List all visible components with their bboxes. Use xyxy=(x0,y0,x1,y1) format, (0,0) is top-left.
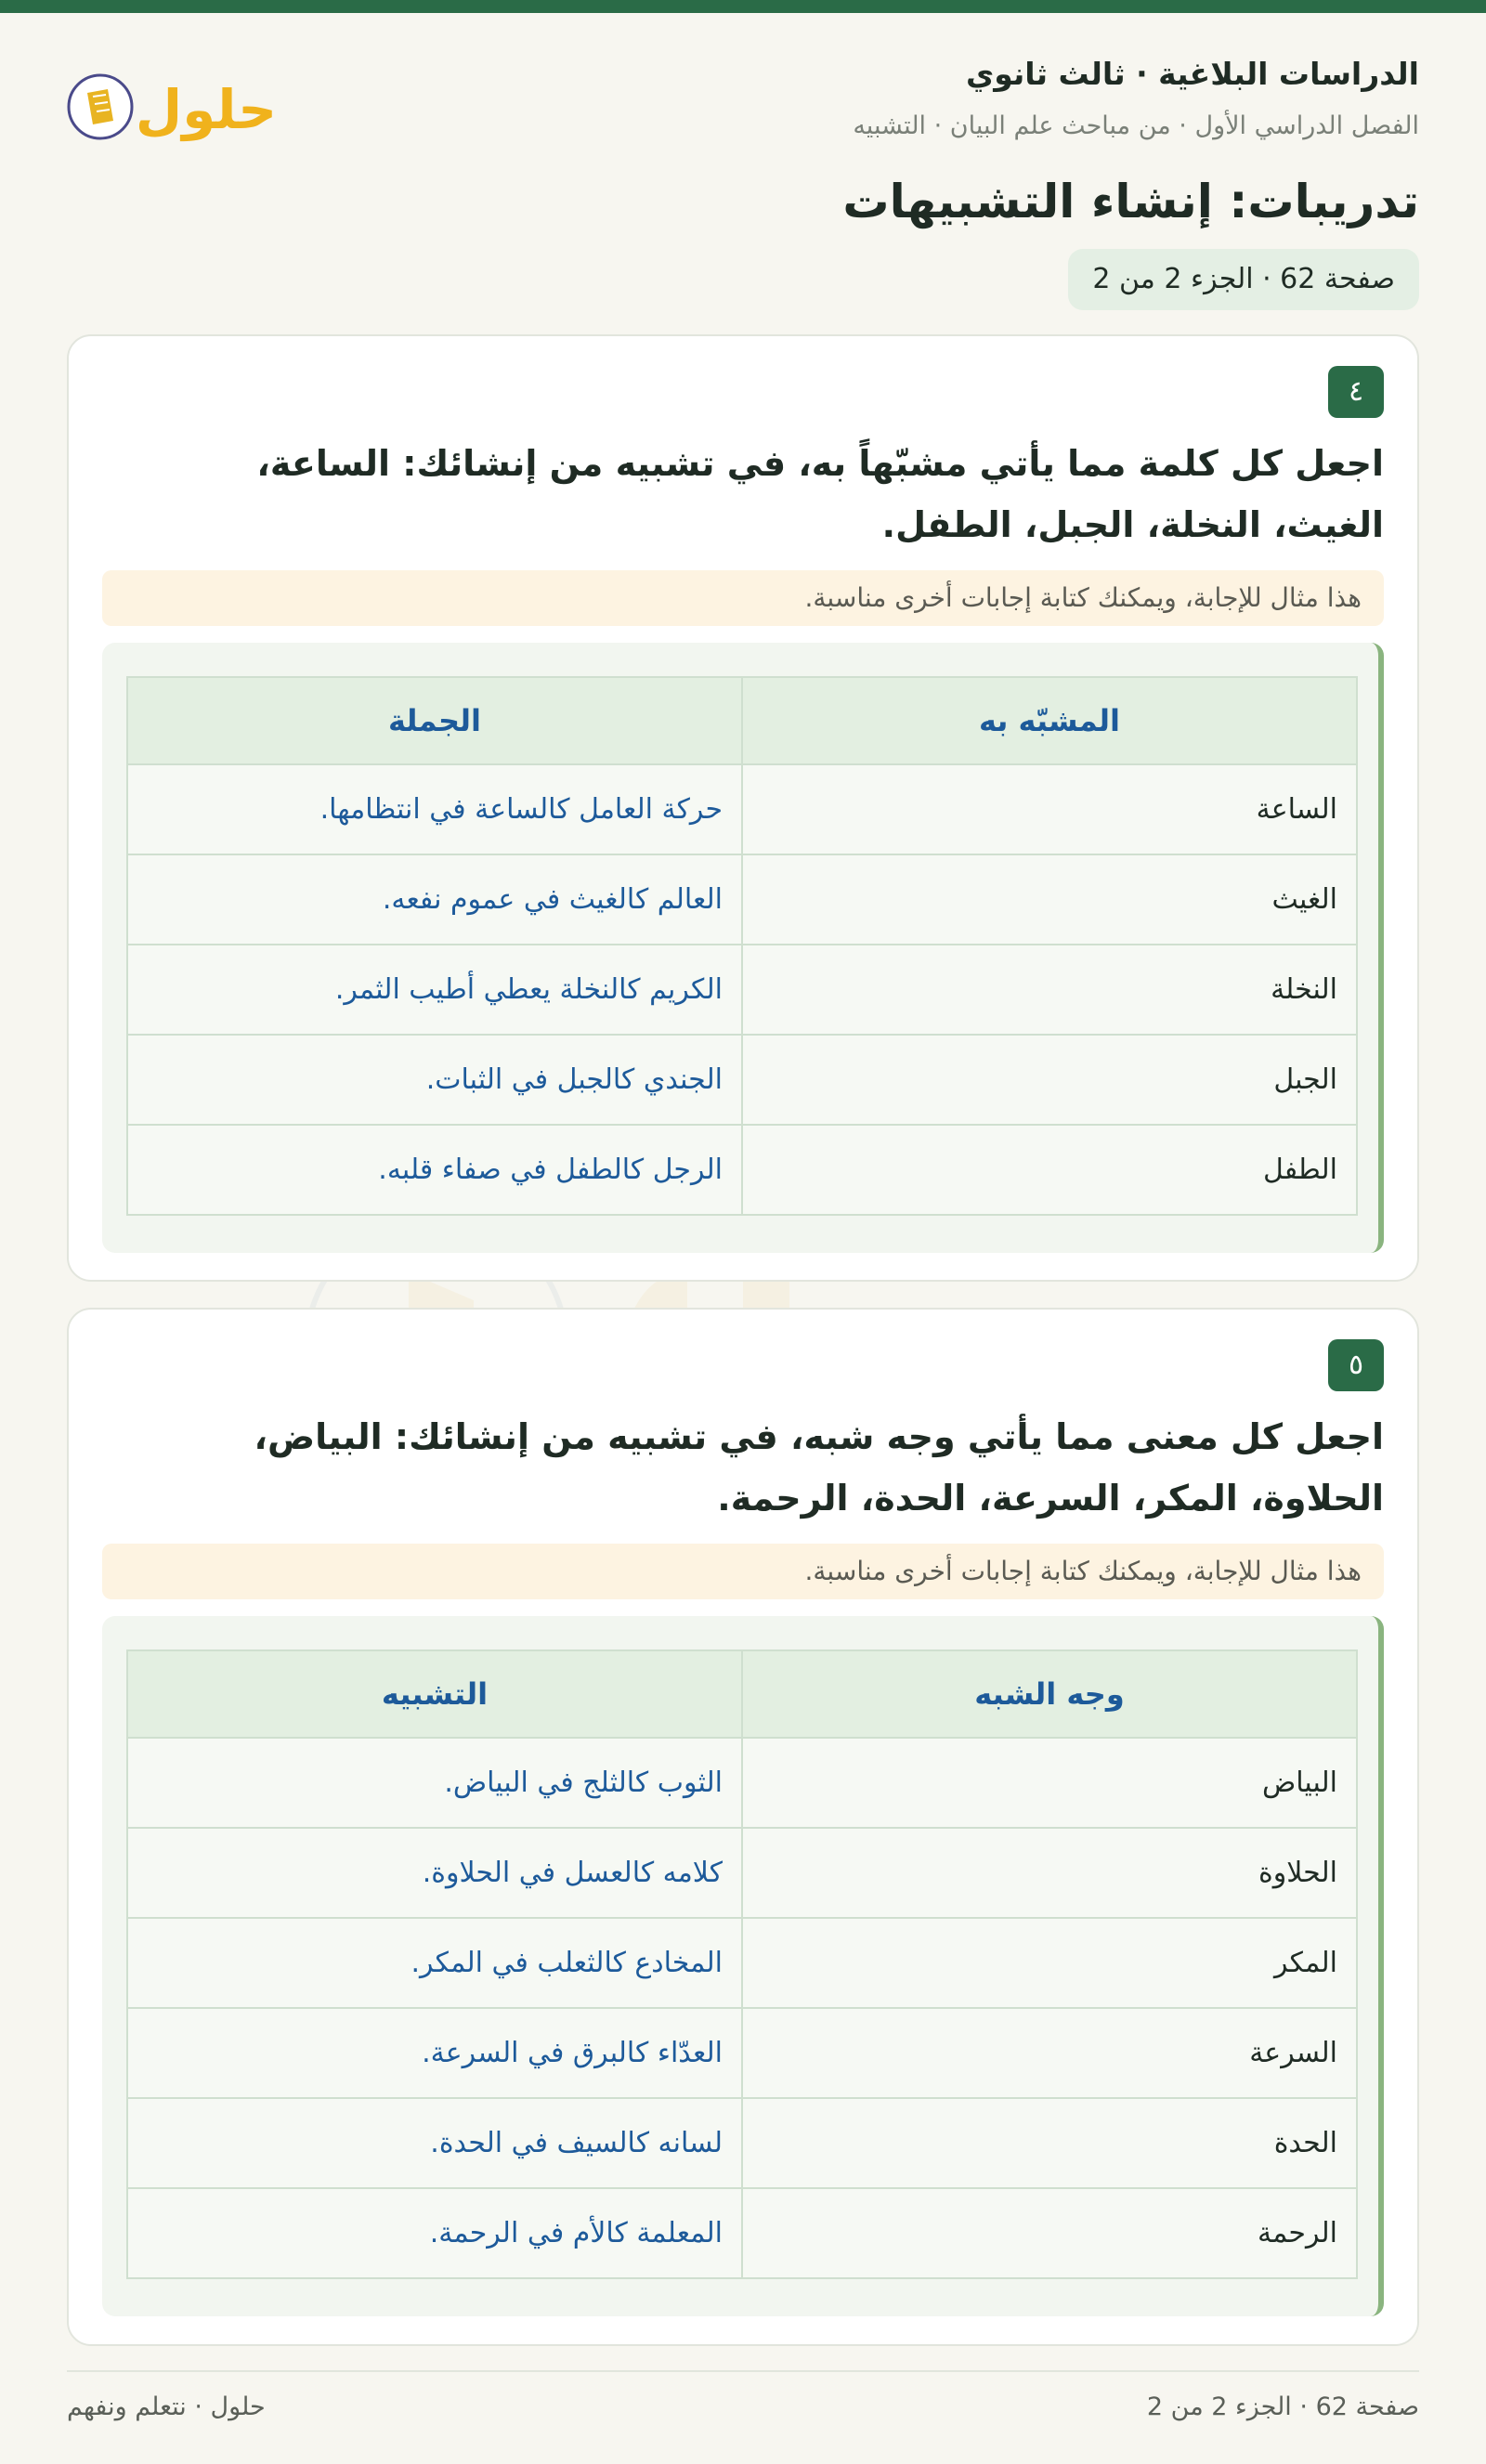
table-cell-word: الساعة xyxy=(742,764,1357,854)
answer-note: هذا مثال للإجابة، ويمكنك كتابة إجابات أخرى مناسبة. xyxy=(102,1544,1384,1599)
top-accent-bar xyxy=(0,0,1486,13)
question-card-5 xyxy=(67,1308,1419,2346)
table-cell-sentence: المعلمة كالأم في الرحمة. xyxy=(127,2188,742,2278)
table-row xyxy=(127,1125,1357,1215)
column-header: المشبّه به xyxy=(742,677,1357,764)
page-header xyxy=(67,56,1419,158)
table-row xyxy=(127,1918,1357,2008)
question-number-badge: ٤ xyxy=(1328,366,1384,418)
page-title: تدريبات: إنشاء التشبيهات xyxy=(842,175,1419,228)
table-cell-word: الرحمة xyxy=(742,2188,1357,2278)
subject-title: الدراسات البلاغية · ثالث ثانوي xyxy=(965,56,1419,92)
answer-table xyxy=(126,1649,1358,2279)
answer-table-container xyxy=(102,643,1384,1253)
table-cell-word: الحلاوة xyxy=(742,1828,1357,1918)
table-cell-sentence: العالم كالغيث في عموم نفعه. xyxy=(127,854,742,945)
table-row xyxy=(127,1738,1357,1828)
table-cell-sentence: الكريم كالنخلة يعطي أطيب الثمر. xyxy=(127,945,742,1035)
table-cell-sentence: الثوب كالثلج في البياض. xyxy=(127,1738,742,1828)
footer-brand: حلول · نتعلم ونفهم xyxy=(67,2392,266,2421)
table-cell-word: الحدة xyxy=(742,2098,1357,2188)
table-header-row xyxy=(127,1650,1357,1738)
answer-table xyxy=(126,676,1358,1216)
logo-text: حلول xyxy=(135,78,278,141)
table-row xyxy=(127,945,1357,1035)
table-cell-sentence: كلامه كالعسل في الحلاوة. xyxy=(127,1828,742,1918)
answer-note: هذا مثال للإجابة، ويمكنك كتابة إجابات أخرى مناسبة. xyxy=(102,570,1384,626)
table-cell-word: الطفل xyxy=(742,1125,1357,1215)
table-cell-sentence: لسانه كالسيف في الحدة. xyxy=(127,2098,742,2188)
table-row xyxy=(127,2008,1357,2098)
table-cell-word: البياض xyxy=(742,1738,1357,1828)
table-cell-sentence: العدّاء كالبرق في السرعة. xyxy=(127,2008,742,2098)
table-row xyxy=(127,2098,1357,2188)
table-row xyxy=(127,1035,1357,1125)
table-cell-sentence: الجندي كالجبل في الثبات. xyxy=(127,1035,742,1125)
hulul-logo[interactable] xyxy=(67,65,280,149)
table-cell-word: السرعة xyxy=(742,2008,1357,2098)
table-cell-word: الغيث xyxy=(742,854,1357,945)
table-cell-word: المكر xyxy=(742,1918,1357,2008)
page-badge: صفحة 62 · الجزء 2 من 2 xyxy=(1068,249,1419,310)
table-cell-sentence: الرجل كالطفل في صفاء قلبه. xyxy=(127,1125,742,1215)
column-header: الجملة xyxy=(127,677,742,764)
table-row xyxy=(127,854,1357,945)
answer-table-container xyxy=(102,1616,1384,2316)
table-cell-sentence: المخادع كالثعلب في المكر. xyxy=(127,1918,742,2008)
table-header-row xyxy=(127,677,1357,764)
table-cell-word: الجبل xyxy=(742,1035,1357,1125)
table-row xyxy=(127,1828,1357,1918)
footer-page-info: صفحة 62 · الجزء 2 من 2 xyxy=(1146,2392,1419,2421)
question-number-badge: ٥ xyxy=(1328,1339,1384,1391)
breadcrumb: الفصل الدراسي الأول · من مباحث علم البيان · التشبيه xyxy=(853,111,1419,140)
column-header: التشبيه xyxy=(127,1650,742,1738)
table-row xyxy=(127,2188,1357,2278)
footer-divider xyxy=(67,2370,1419,2372)
question-card-4 xyxy=(67,334,1419,1282)
table-row xyxy=(127,764,1357,854)
table-cell-sentence: حركة العامل كالساعة في انتظامها. xyxy=(127,764,742,854)
table-cell-word: النخلة xyxy=(742,945,1357,1035)
question-text: اجعل كل كلمة مما يأتي مشبّهاً به، في تشبيه من إنشائك: الساعة، الغيث، النخلة، الجبل، الطفل. xyxy=(256,443,1384,545)
column-header: وجه الشبه xyxy=(742,1650,1357,1738)
question-text: اجعل كل معنى مما يأتي وجه شبه، في تشبيه من إنشائك: البياض، الحلاوة، المكر، السرعة، الحدة، الرحمة. xyxy=(254,1416,1384,1519)
